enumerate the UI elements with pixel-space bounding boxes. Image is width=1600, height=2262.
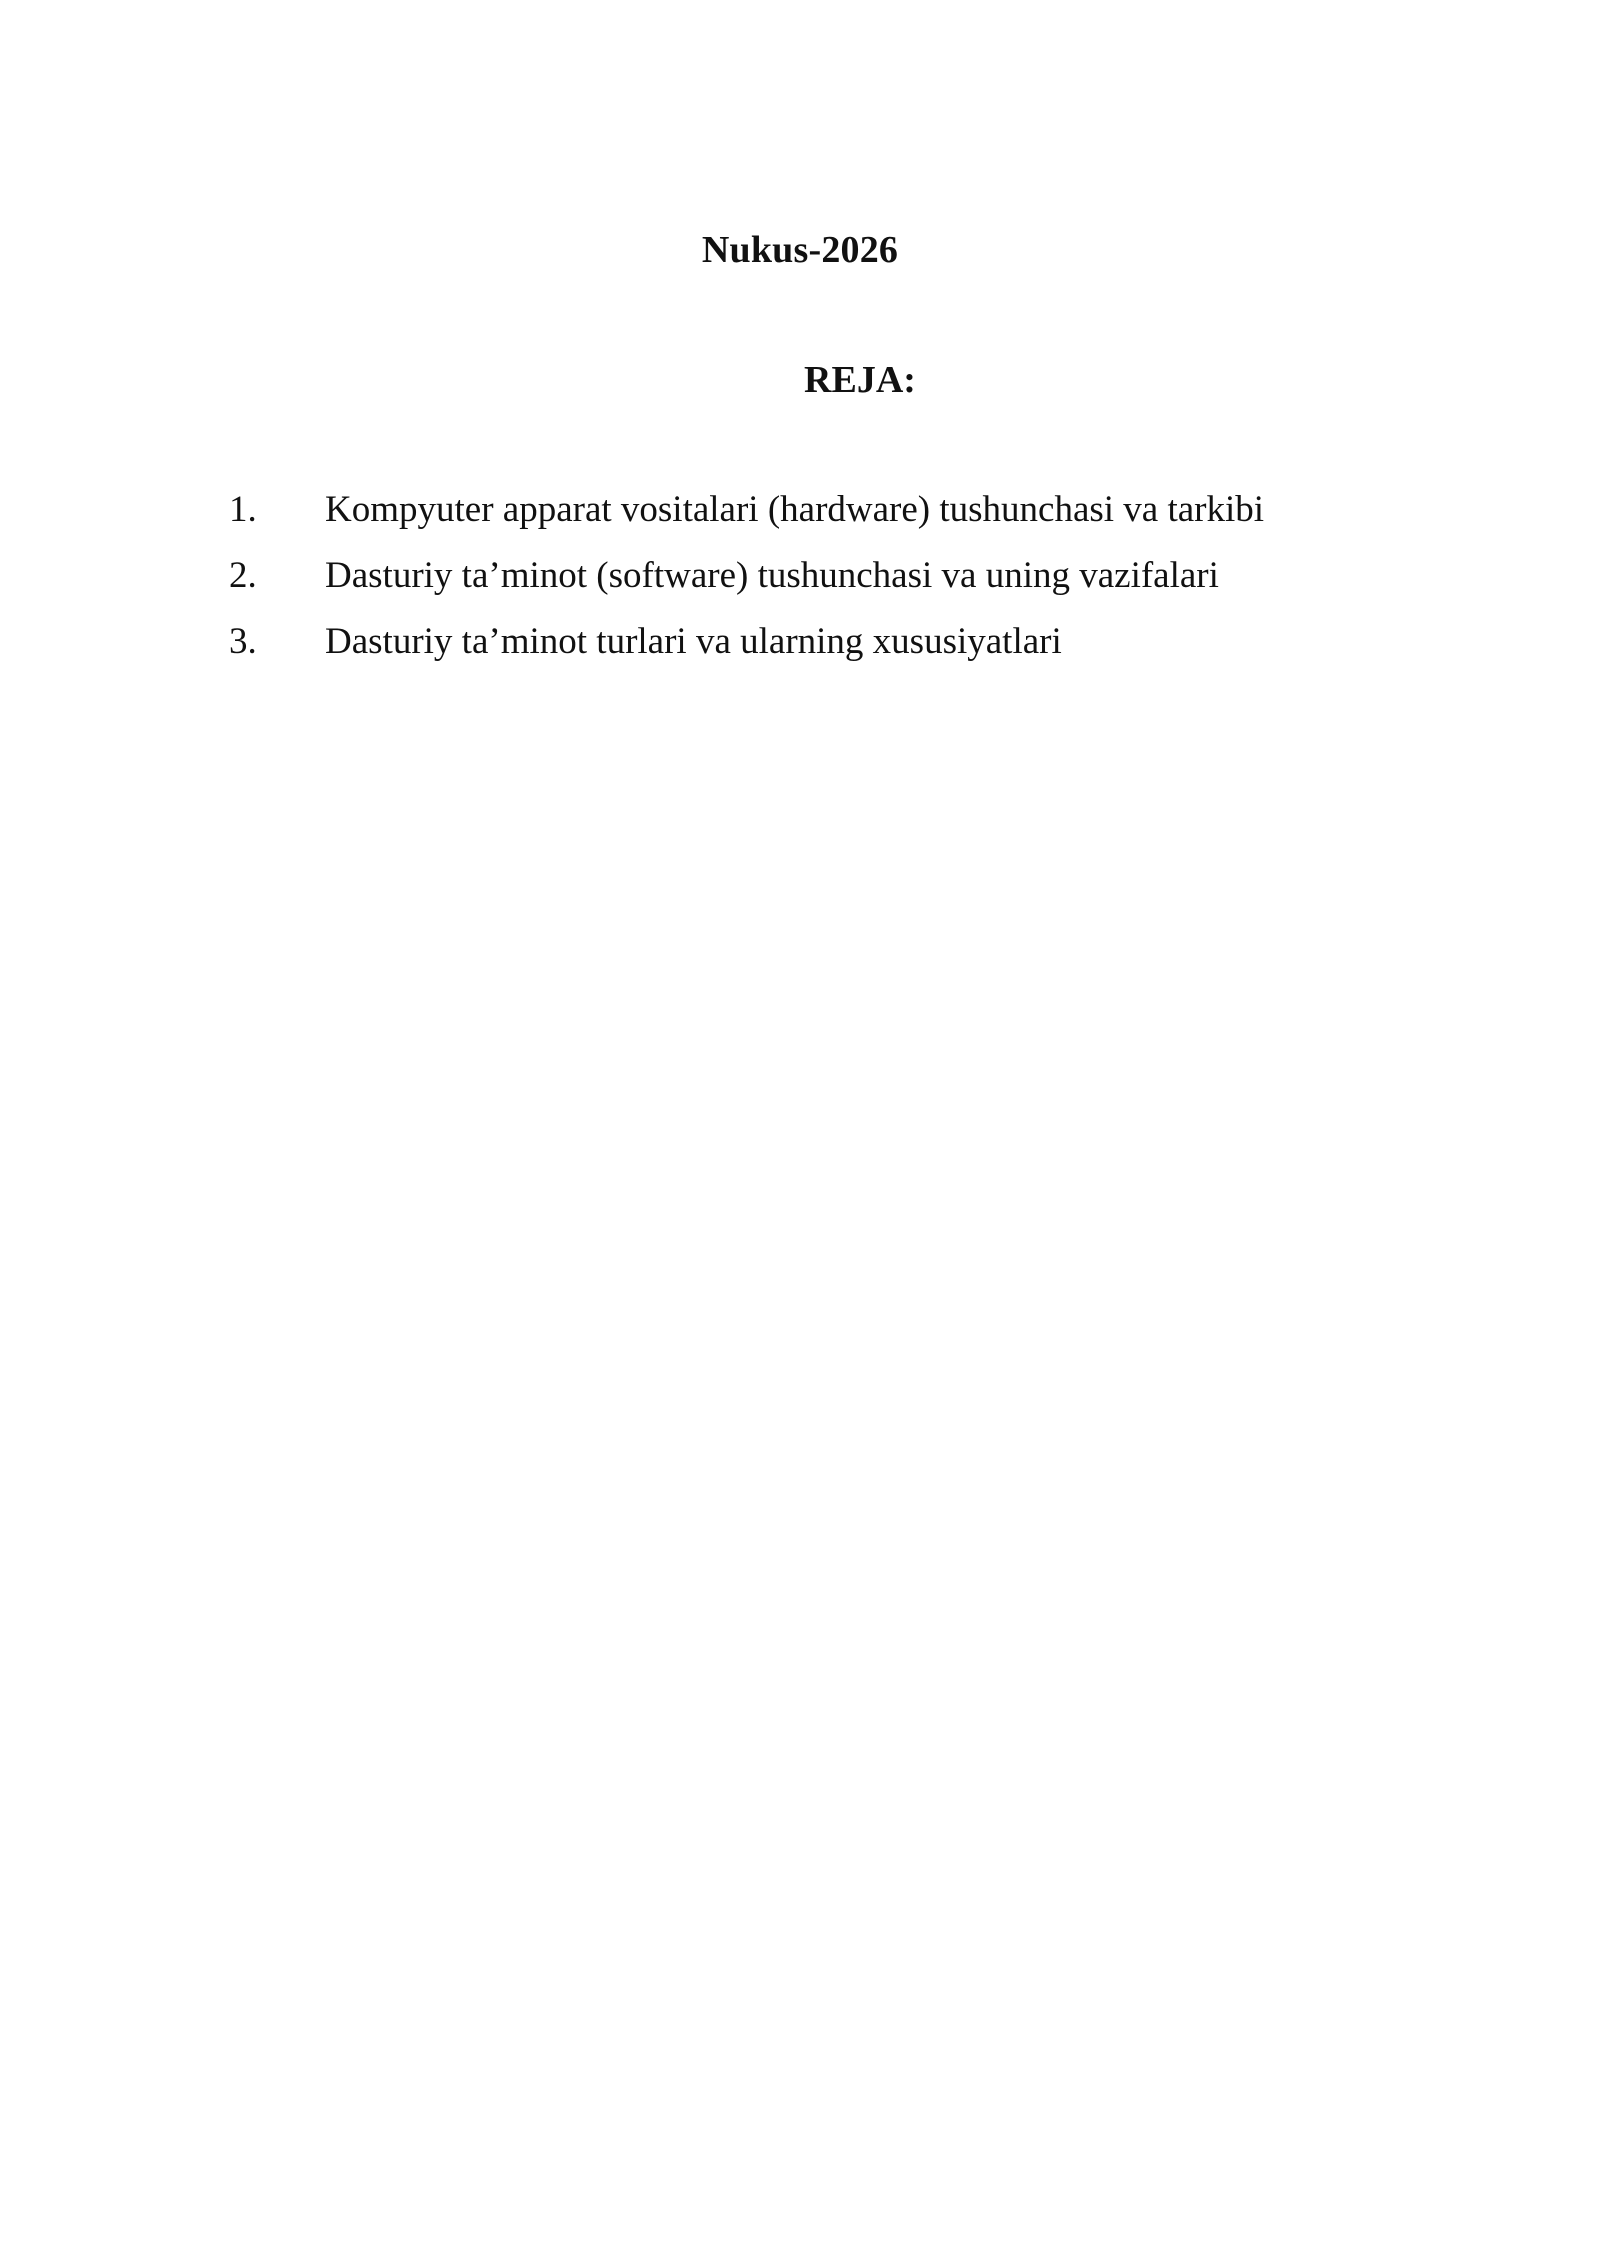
city-year-heading: Nukus-2026 bbox=[701, 229, 899, 271]
plan-item-text: Dasturiy ta’minot (software) tushunchasi va uning vazifalari bbox=[325, 555, 1219, 596]
plan-heading: REJA: bbox=[804, 359, 916, 401]
plan-item-number: 1. bbox=[229, 489, 257, 530]
plan-item bbox=[229, 552, 1429, 618]
plan-item bbox=[229, 618, 1429, 684]
plan-item-text: Kompyuter apparat vositalari (hardware) tushunchasi va tarkibi bbox=[325, 489, 1265, 530]
plan-item-number: 3. bbox=[229, 621, 257, 662]
plan-item-text: Dasturiy ta’minot turlari va ularning xususiyatlari bbox=[325, 621, 1062, 662]
plan-list bbox=[229, 486, 1429, 684]
plan-item bbox=[229, 486, 1429, 552]
plan-item-number: 2. bbox=[229, 555, 257, 596]
